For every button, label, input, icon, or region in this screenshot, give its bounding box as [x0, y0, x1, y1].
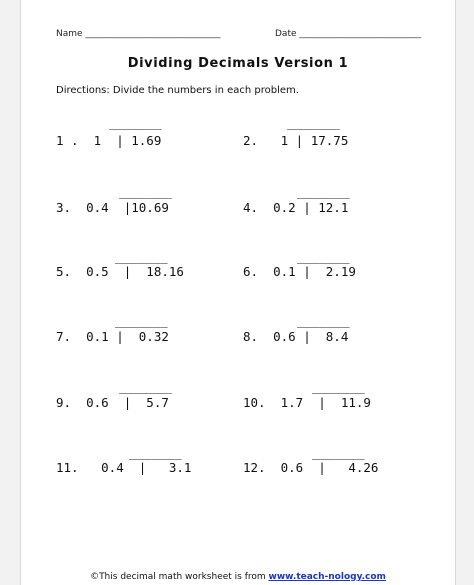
worksheet-title: Dividing Decimals Version 1 — [127, 56, 349, 71]
problem-2-divisor-bar: _______ — [287, 115, 340, 130]
problem-10: 10. 1.7 | 11.9 — [243, 395, 371, 410]
problem-6: 6. 0.1 | 2.19 — [243, 264, 356, 279]
problem-8: 8. 0.6 | 8.4 — [243, 329, 349, 344]
problem-6-divisor-bar: _______ — [297, 249, 350, 264]
problem-5: 5. 0.5 | 18.16 — [56, 264, 184, 279]
problem-3: 3. 0.4 |10.69 — [56, 200, 169, 215]
problem-3-divisor-bar: _______ — [119, 184, 172, 199]
footer-text: ©This decimal math worksheet is from — [90, 572, 269, 582]
problem-1-divisor-bar: _______ — [109, 115, 162, 130]
problem-7-divisor-bar: _______ — [115, 313, 168, 328]
problem-5-divisor-bar: _______ — [115, 249, 168, 264]
problem-9-divisor-bar: _______ — [119, 379, 172, 394]
date-field: Date ___________________________ — [275, 29, 421, 39]
problem-1: 1 . 1 | 1.69 — [56, 133, 162, 148]
problem-11-divisor-bar: _______ — [129, 445, 182, 460]
teach-nology-link[interactable]: www.teach-nology.com — [268, 572, 386, 582]
worksheet-page — [20, 0, 456, 585]
name-field: Name ______________________________ — [56, 29, 221, 39]
problem-12: 12. 0.6 | 4.26 — [243, 460, 379, 475]
problem-11: 11. 0.4 | 3.1 — [56, 460, 192, 475]
problem-2: 2. 1 | 17.75 — [243, 133, 349, 148]
footer — [21, 572, 455, 582]
problem-7: 7. 0.1 | 0.32 — [56, 329, 169, 344]
directions-text: Directions: Divide the numbers in each problem. — [56, 85, 299, 96]
problem-4: 4. 0.2 | 12.1 — [243, 200, 349, 215]
problem-12-divisor-bar: _______ — [312, 445, 365, 460]
problem-4-divisor-bar: _______ — [297, 184, 350, 199]
problem-9: 9. 0.6 | 5.7 — [56, 395, 169, 410]
problem-10-divisor-bar: _______ — [312, 379, 365, 394]
problem-8-divisor-bar: _______ — [297, 313, 350, 328]
